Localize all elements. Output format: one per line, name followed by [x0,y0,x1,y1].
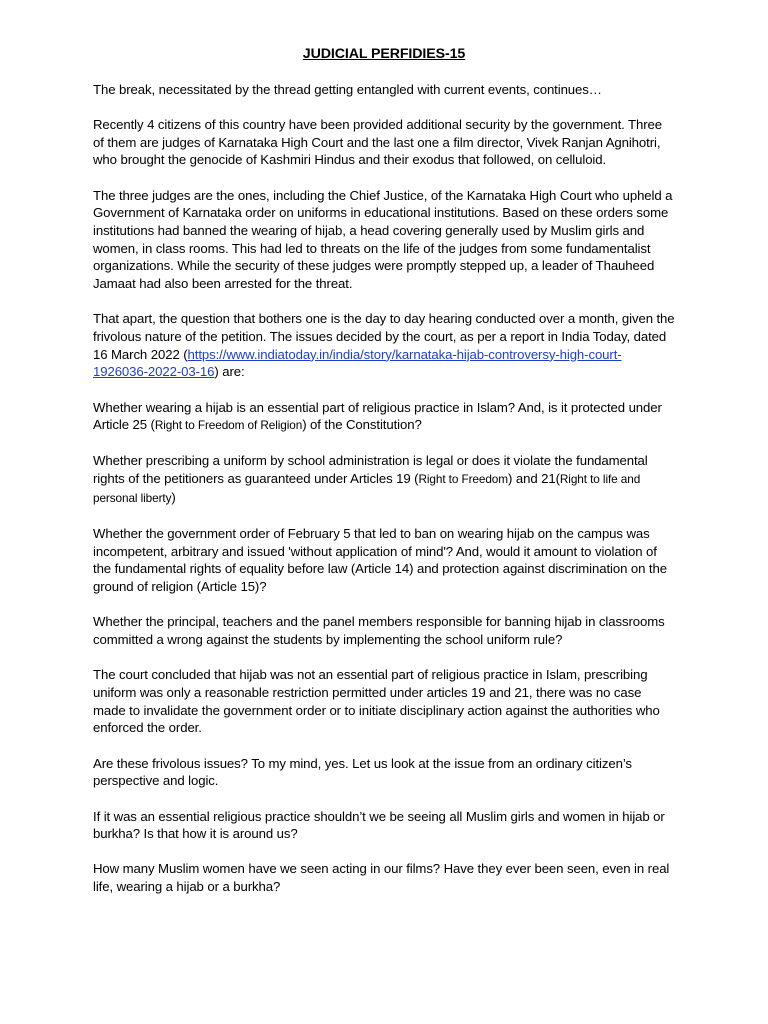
paragraph-security: Recently 4 citizens of this country have been provided additional security by the government. Three of them are judges of Karnataka High Court and the last one a film director, Vivek Ranjan Agnihotri, who brought the genocide of Kashmiri Hindus and their exodus that followed, on celluloid. [93,116,662,168]
paragraph-conclusion: The court concluded that hijab was not an essential part of religious practice in Islam, prescribing uniform was only a reasonable restriction permitted under articles 19 and 21, there was no case made to invalidate the government order or to initiate disciplinary action against the authorities who enforced the order. [93,667,660,736]
issue-question-1-tail: ) of the Constitution? [302,417,422,433]
paragraph-intro: The break, necessitated by the thread getting entangled with current events, continues… [93,81,602,97]
issue-question-2-mid: ) and 21( [508,471,560,487]
paragraph-essential-practice: If it was an essential religious practice shouldn’t we be seeing all Muslim girls and women in hijab or burkha? Is that how it is around us? [93,808,665,842]
issue-question-2-text: Whether prescribing a uniform by school administration is legal or does it violate the fundamental rights of the petitioners as guaranteed under Articles 19 ( [93,453,648,487]
issue-question-2-note-2: Right to life and personal liberty [93,472,641,505]
india-today-link[interactable]: https://www.indiatoday.in/india/story/karnataka-hijab-controversy-high-court-1926036-2022-03-16 [93,346,622,380]
document-title: JUDICIAL PERFIDIES-15 [302,46,466,62]
paragraph-frivolous: Are these frivolous issues? To my mind, yes. Let us look at the issue from an ordinary citizen’s perspective and logic. [93,755,632,789]
issue-question-2-tail: ) [171,489,176,505]
issue-question-1 [93,399,675,435]
issue-question-4: Whether the principal, teachers and the panel members responsible for banning hijab in classrooms committed a wrong against the students by implementing the school uniform rule? [93,614,665,648]
issue-question-1-text: Whether wearing a hijab is an essential part of religious practice in Islam? And, is it protected under Article 25 ( [93,399,662,433]
issue-question-2 [93,452,675,507]
paragraph-films: How many Muslim women have we seen acting in our films? Have they ever been seen, even in real life, wearing a hijab or a burkha? [93,861,670,895]
issue-question-1-note: Right to Freedom of Religion [154,418,303,433]
document-page [93,46,675,913]
issue-question-3: Whether the government order of February 5 that led to ban on wearing hijab on the campus was incompetent, arbitrary and issued 'without application of mind'? And, would it amount to violation of the fundamental rights of equality before law (Article 14) and protection against discrimination on the ground of religion (Article 15)? [93,526,667,595]
issue-question-2-note-1: Right to Freedom [418,472,508,487]
paragraph-issues-text: That apart, the question that bothers one is the day to day hearing conducted over a month, given the frivolous nature of the petition. The issues decided by the court, as per a report in India Today, dated 16 March 2022 ( [93,311,675,362]
paragraph-issues-intro [93,310,675,381]
paragraph-judges: The three judges are the ones, including the Chief Justice, of the Karnataka High Court who upheld a Government of Karnataka order on uniforms in educational institutions. Based on these orders some institutions had banned the wearing of hijab, a head covering generally used by Muslim girls and women, in class rooms. This had led to threats on the life of the judges from some fundamentalist organizations. While the security of these judges were promptly stepped up, a leader of Thauheed Jamaat had also been arrested for the threat. [93,187,673,292]
paragraph-issues-tail: ) are: [214,364,245,380]
